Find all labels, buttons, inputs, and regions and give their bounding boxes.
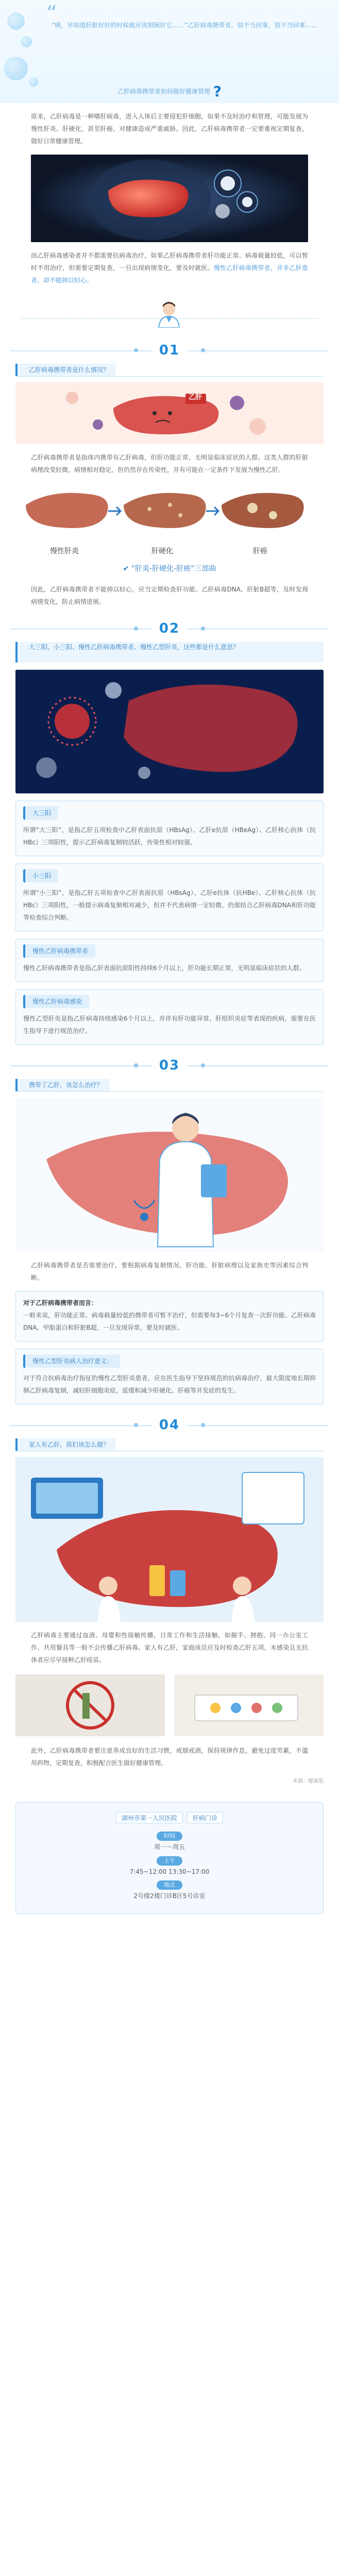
section-4-tag: 家人有乙肝，我们该怎么做？ bbox=[15, 1438, 324, 1452]
lab-illustration bbox=[15, 1457, 324, 1622]
info-row-hours: 上午 7:45~12:00 13:30~17:00 bbox=[129, 1857, 210, 1875]
section-2-tag: 大三阳、小三阳、慢性乙肝病毒携带者、慢性乙型肝炎，这些都是什么意思？ bbox=[15, 642, 324, 665]
question-mark-icon: ? bbox=[213, 83, 222, 100]
panel-treatment-title: 慢性乙型肝炎病人治疗意义： bbox=[23, 1354, 120, 1368]
stage-label-3: 肝癌 bbox=[253, 547, 267, 555]
panel-small-three-title: 小三阳 bbox=[23, 869, 58, 883]
intro-quote: “咦，早知道肝脏好好的时候就应该照顾好它……”乙肝病毒携带者，别不当回事，别不当回事…… bbox=[52, 22, 318, 29]
paragraph-body: 而乙肝病毒感染者并不都需要抗病毒治疗，如果乙肝病毒携带者肝功能正常、病毒载量较低，可以暂时不用治疗，但需要定期复查，一旦出现病情变化，要及时就医。慢性乙肝病毒携带者，并非乙肝患者，却不能掉以轻心。 bbox=[31, 252, 308, 284]
section-1-tag: 乙肝病毒携带者是什么情况？ bbox=[15, 364, 324, 377]
panel-carrier bbox=[15, 939, 324, 982]
section-3-header bbox=[0, 1055, 339, 1076]
paragraph-intro: 原来，乙肝病毒是一种嗜肝病毒，进入人体后主要侵犯肝细胞，如果不及时治疗和管理，可能发展为慢性肝炎、肝硬化，甚至肝癌，对健康造成严重威胁。因此，乙肝病毒携带者一定要重视定期复查，做好日常健康管理。 bbox=[31, 113, 308, 145]
panel-carrier-advice-body: 一般来说，肝功能正常、病毒载量较低的携带者可暂不治疗，但需要每3~6个月复查一次肝功能、乙肝病毒DNA、甲胎蛋白和肝脏B超，一旦发现异常，要及时就医。 bbox=[23, 1312, 316, 1331]
panel-treatment-body: 对于符合抗病毒治疗指征的慢性乙型肝炎患者，应在医生指导下坚持规范的抗病毒治疗，最大限度地长期抑制乙肝病毒复制，减轻肝细胞炎症，延缓和减少肝硬化、肝癌等并发症的发生。 bbox=[23, 1375, 316, 1394]
body-liver-image bbox=[31, 155, 308, 242]
panel-big-three-body: 所谓“大三阳”，是指乙肝五项检查中乙肝表面抗原（HBsAg）、乙肝e抗原（HBeAg）、乙肝核心抗体（抗HBc）三项阳性，提示乙肝病毒复制较活跃，传染性相对较强。 bbox=[23, 826, 316, 846]
panel-big-three-title: 大三阳 bbox=[23, 806, 58, 820]
section-3-number: 03 bbox=[152, 1058, 187, 1073]
clinic-info-card bbox=[15, 1802, 324, 1914]
doctor-avatar-icon bbox=[155, 299, 183, 328]
info-row-location: 地点 2号楼2楼门诊B区5号诊室 bbox=[133, 1882, 206, 1900]
intro-banner bbox=[0, 0, 339, 103]
doctor-divider bbox=[0, 294, 339, 330]
medication-image bbox=[174, 1674, 324, 1736]
prevention-images bbox=[15, 1674, 324, 1736]
panel-treatment bbox=[15, 1349, 324, 1404]
quote-mark-icon: “ bbox=[46, 2, 57, 25]
section-3-tag: 携带了乙肝，该怎么治疗？ bbox=[15, 1079, 324, 1092]
panel-big-three bbox=[15, 801, 324, 856]
stages-caption: ✔ “肝炎-肝硬化-肝癌”三部曲 bbox=[123, 565, 216, 573]
section-1-header bbox=[0, 340, 339, 361]
section-1-body: 乙肝病毒携带者是指体内携带有乙肝病毒，但肝功能正常、无明显临床症状的人群。这类人群的肝脏病理改变轻微，病情相对稳定，但仍然存在传染性，并有可能在一定条件下发展为慢性乙肝。 bbox=[31, 454, 308, 473]
section-4-body: 乙肝病毒主要通过血液、母婴和性接触传播，日常工作和生活接触，如握手、拥抱、同一办公室工作、共用餐具等一般不会传播乙肝病毒。家人有乙肝，家庭成员应及时检查乙肝五项，未感染且无抗体者应尽早接种乙肝疫苗。 bbox=[31, 1632, 308, 1664]
check-icon: ✔ bbox=[123, 565, 129, 573]
panel-small-three bbox=[15, 863, 324, 931]
source-note: 来源：健康报 bbox=[293, 1778, 324, 1784]
section-1-body-2: 因此，乙肝病毒携带者不能掉以轻心，应当定期检查肝功能、乙肝病毒DNA、肝脏B超等，及时发现病情变化，防止病情进展。 bbox=[31, 586, 308, 605]
panel-chronic-title: 慢性乙肝病毒感染 bbox=[23, 995, 89, 1008]
liver-progression bbox=[15, 484, 324, 556]
section-2-number: 02 bbox=[152, 621, 187, 636]
stage-label-2: 肝硬化 bbox=[151, 547, 173, 555]
hospital-name-label: 湖州市第一人民医院 bbox=[116, 1812, 183, 1823]
section-4-body-2: 此外，乙肝病毒携带者要注意养成良好的生活习惯，戒烟戒酒，保持规律作息，避免过度劳累，不滥用药物，定期复查，积极配合医生做好健康管理。 bbox=[31, 1747, 308, 1767]
section-3-intro: 乙肝病毒携带者是否需要治疗，要根据病毒复制情况、肝功能、肝脏病理以及家族史等因素综合判断。 bbox=[31, 1262, 308, 1281]
no-drinking-image bbox=[15, 1674, 165, 1736]
doctor-illustration bbox=[15, 1097, 324, 1252]
virus-liver-image bbox=[15, 670, 324, 793]
info-row-time: 时间 周一～周五 bbox=[154, 1833, 185, 1851]
panel-carrier-body: 慢性乙肝病毒携带者是指乙肝表面抗原阳性持续6个月以上，肝功能长期正常，无明显临床症状的人群。 bbox=[23, 964, 306, 972]
panel-carrier-advice bbox=[15, 1291, 324, 1342]
intro-question: 乙肝病毒携带者如何做好健康管理 ? bbox=[117, 83, 222, 100]
panel-small-three-body: 所谓“小三阳”，是指乙肝五项检查中乙肝表面抗原（HBsAg）、乙肝e抗体（抗HBe）、乙肝核心抗体（抗HBc）三项阳性，一般提示病毒复制相对减少，但并不代表病情一定轻微，仍需结合乙肝病毒DNA和肝功能等检查综合判断。 bbox=[23, 889, 316, 921]
panel-chronic-body: 慢性乙型肝炎是指乙肝病毒持续感染6个月以上，并伴有肝功能异常、肝组织炎症等表现的疾病，需要在医生指导下进行规范治疗。 bbox=[23, 1015, 316, 1035]
panel-carrier-advice-title: 对于乙肝病毒携带者而言： bbox=[23, 1299, 98, 1307]
stage-label-1: 慢性肝炎 bbox=[50, 547, 79, 555]
panel-carrier-title: 慢性乙肝病毒携带者 bbox=[23, 944, 95, 958]
body-liver-illustration bbox=[31, 155, 308, 242]
liver-cartoon-image bbox=[15, 382, 324, 444]
section-4-number: 04 bbox=[152, 1417, 187, 1433]
section-1-number: 01 bbox=[152, 343, 187, 358]
clinic-name-label: 肝病门诊 bbox=[187, 1812, 223, 1823]
liver-label: 乙肝 bbox=[189, 394, 202, 401]
panel-chronic bbox=[15, 989, 324, 1045]
section-4-header bbox=[0, 1415, 339, 1435]
section-2-header bbox=[0, 618, 339, 639]
